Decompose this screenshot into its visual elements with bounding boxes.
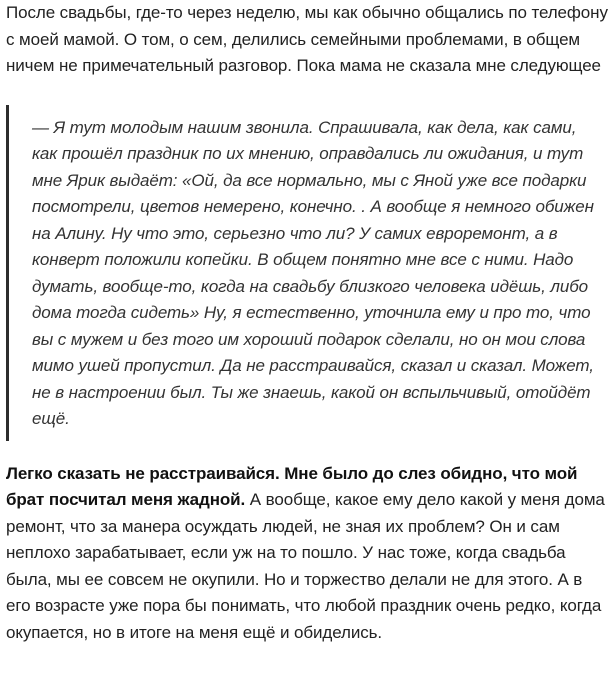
quote-block (6, 105, 609, 441)
closing-paragraph (6, 461, 609, 647)
quote-text: — Я тут молодым нашим звонила. Спрашивала, как дела, как сами, как прошёл праздник по их мнению, оправдались ли ожидания, и тут мне Ярик выдаёт: «Ой, да все нормально, мы с Яной уже все подарки посмотрели, цветов немерено, конечно. . А вообще я немного обижен на Алину. Ну что это, серьезно что ли? У самих евроремонт, а в конверт положили копейки. В общем понятно мне все с ними. Надо думать, вообще-то, когда на свадьбу близкого человека идёшь, либо дома тогда сидеть» Ну, я естественно, уточнила ему и про то, что вы с мужем и без того им хороший подарок сделали, но он мои слова мимо ушей пропустил. Да не расстраивайся, сказал и сказал. Может, не в настроении был. Ты же знаешь, какой он вспыльчивый, отойдёт ещё. (32, 117, 594, 428)
intro-paragraph: После свадьбы, где-то через неделю, мы как обычно общались по телефону с моей мамой. О том, о сем, делились семейными проблемами, в общем ничем не примечательный разговор. Пока мама не сказала мне следующее (6, 3, 608, 75)
closing-regular-text: А вообще, какое ему дело какой у меня дома ремонт, что за манера осуждать людей, не зная их проблем? Он и сам неплохо зарабатывает, если уж на то пошло. У нас тоже, когда свадьба была, мы ее совсем не окупили. Но и торжество делали не для этого. А в его возрасте уже пора бы понимать, что любой праздник очень редко, когда окупается, но в итоге на меня ещё и обиделись. (6, 490, 605, 642)
closing-bold-text: Легко сказать не расстраивайся. Мне было до слез обидно, что мой брат посчитал меня жадной. (6, 463, 578, 509)
